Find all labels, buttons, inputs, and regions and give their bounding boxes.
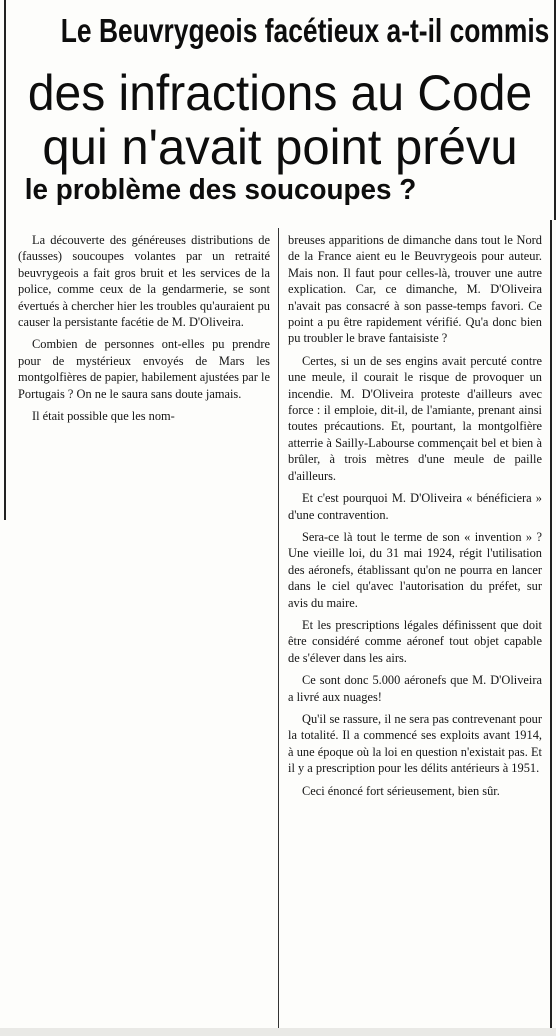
article-column-right <box>288 232 542 805</box>
headline-block <box>4 0 556 220</box>
paragraph: breuses apparitions de dimanche dans tout le Nord de la France aient eu le Beuvrygeois pour auteur. Mais non. Il faut pour celles-là, trouver une autre explication. Car, ce dimanche, M. D'Oliveira n'avait pas consacré à son passe-temps favori. Ce point a pu être rapidement vérifié. Qu'a donc bien pu troubler le brave fantaisiste ? <box>288 233 542 346</box>
right-border-rule <box>550 220 552 1036</box>
headline-line-4: le problème des soucoupes ? <box>24 174 417 206</box>
column-divider <box>278 228 279 1028</box>
paragraph: Ceci énoncé fort sérieusement, bien sûr. <box>302 783 500 798</box>
paragraph: La découverte des généreuses distributions de (fausses) soucoupes volantes par un retraité beuvrygeois a fait gros bruit et les services de la police, comme ceux de la gendarmerie, se sont évertués à chercher hier les troubles qu'auraient pu causer la persistante facétie de M. D'Oliveira. <box>18 233 270 330</box>
paragraph: Ce sont donc 5.000 aéronefs que M. D'Oliveira a livré aux nuages! <box>288 673 542 704</box>
paragraph: Combien de personnes ont-elles pu prendre pour de mystérieux envoyés de Mars les montgolfières de papier, habilement ajustées par le Portugais ? On ne le saura sans doute jamais. <box>18 337 270 401</box>
paragraph: Il était possible que les nom- <box>32 409 175 424</box>
left-border-rule <box>4 220 6 520</box>
paragraph: Sera-ce là tout le terme de son « invention » ? Une vieille loi, du 31 mai 1924, régit l'utilisation des aéronefs, établissant qu'on ne pourra en lancer dans le ciel qu'avec l'autorisation du préfet, sur avis du maire. <box>288 529 542 610</box>
paragraph: Et c'est pourquoi M. D'Oliveira « bénéficiera » d'une contravention. <box>288 491 542 522</box>
scan-edge <box>0 1028 556 1036</box>
headline-line-1: Le Beuvrygeois facétieux a-t-il commis <box>60 12 550 49</box>
headline-line-2: des infractions au Code <box>27 65 533 121</box>
article-column-left <box>18 232 270 430</box>
paragraph: Certes, si un de ses engins avait percuté contre une meule, il courait le risque de provoquer un incendie. M. D'Oliveira proteste d'ailleurs avec force : il emploie, dit-il, de l'amiante, prenant ainsi toutes précautions. Et, pourtant, la montgolfière atterrie à Sailly-Labourse commençait bel et bien à brûler, à trois mètres d'une meule de paille d'ailleurs. <box>288 353 542 483</box>
paragraph: Et les prescriptions légales définissent que doit être considéré comme aéronef tout objet capable de s'élever dans les airs. <box>288 617 542 665</box>
paragraph: Qu'il se rassure, il ne sera pas contrevenant pour la totalité. Il a commencé ses exploits avant 1914, à une époque où la loi en question n'existait pas. Et il y a prescription pour les délits antérieurs à 1951. <box>288 711 542 776</box>
headline-line-3: qui n'avait point prévu <box>42 119 518 175</box>
